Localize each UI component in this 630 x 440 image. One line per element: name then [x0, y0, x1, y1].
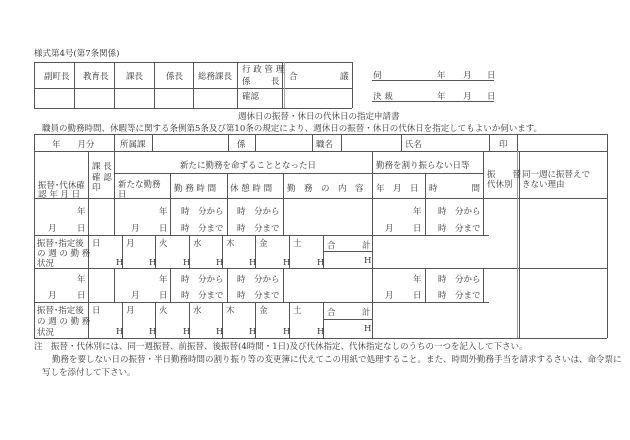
- transfer-type-header-2: 代休別: [487, 180, 513, 190]
- confirm-day: 日: [77, 291, 86, 301]
- break-to: 時 分まで: [237, 224, 280, 234]
- name-field[interactable]: [430, 135, 489, 151]
- confirm-day: 日: [77, 224, 86, 234]
- approval-admin-manager-kakari: 係: [242, 77, 251, 87]
- new-day-day: 日: [159, 291, 168, 301]
- work-content-header: 勤 務 の 内 容: [287, 184, 364, 194]
- break-from: 時 分から: [237, 207, 280, 217]
- total-label-b: 計: [362, 241, 371, 251]
- name-label: 氏名: [405, 140, 423, 150]
- inquiry-year: 年: [437, 71, 446, 81]
- week-status-label-2: の 週 の 勤 務: [37, 249, 91, 259]
- no-work-year: 年: [413, 275, 422, 285]
- new-work-day-header: 新たな勤務: [118, 180, 161, 190]
- day-wed: 水: [193, 306, 202, 316]
- week-status-label-2: の 週 の 勤 務: [37, 317, 91, 327]
- no-work-time-header: 時 間: [429, 184, 481, 194]
- no-work-year: 年: [413, 207, 422, 217]
- day-wed: 水: [193, 239, 202, 249]
- hours-unit: H: [216, 258, 224, 268]
- no-work-day-group-header: 勤務を割り振らない日等: [376, 161, 470, 171]
- approval-section-chief: 課長: [126, 72, 144, 82]
- transfer-type-header: 振 替: [487, 170, 522, 180]
- approval-sign-council[interactable]: [285, 89, 352, 108]
- no-work-from: 時 分から: [438, 275, 481, 285]
- hours-unit: H: [317, 258, 325, 268]
- day-fri: 金: [259, 306, 268, 316]
- seal-field[interactable]: [518, 135, 607, 151]
- hours-unit: H: [249, 258, 257, 268]
- no-work-to: 時 分まで: [438, 224, 481, 234]
- position-field[interactable]: [342, 135, 401, 151]
- approval-council-a: 合: [289, 72, 298, 82]
- no-work-month: 月: [385, 291, 394, 301]
- confirm-year: 年: [77, 207, 86, 217]
- confirm-month: 月: [48, 224, 57, 234]
- section-field[interactable]: [256, 135, 312, 151]
- hours-unit: H: [149, 327, 157, 337]
- hours-unit: H: [364, 256, 372, 266]
- work-to: 時 分まで: [181, 291, 224, 301]
- approval-admin-manager: 行 政 管 理: [242, 65, 285, 75]
- no-work-day: 日: [413, 224, 422, 234]
- chief-seal-header-3: 印: [92, 183, 101, 193]
- new-work-day-group-header: 新たに勤務を命ずることとなった日: [180, 161, 317, 171]
- hours-unit: H: [183, 327, 191, 337]
- work-to: 時 分まで: [181, 224, 224, 234]
- section-label: 係: [237, 140, 246, 150]
- reason-header-2: きない理由: [522, 180, 565, 190]
- confirm-month: 月: [48, 291, 57, 301]
- hours-unit: H: [149, 258, 157, 268]
- week-status-label-3: 状況: [37, 328, 55, 338]
- inquiry-day: 日: [487, 71, 496, 81]
- day-sat: 土: [293, 306, 302, 316]
- approval-sign-education-chief[interactable]: [75, 89, 114, 108]
- hours-unit: H: [249, 327, 257, 337]
- day-tue: 火: [159, 239, 168, 249]
- department-field[interactable]: [153, 135, 228, 151]
- new-day-month: 月: [131, 291, 140, 301]
- week-status-label-3: 状況: [37, 259, 55, 269]
- approval-sign-section-chief[interactable]: [115, 89, 154, 108]
- approval-general-affairs-chief: 総務課長: [198, 72, 233, 82]
- approval-sign-general-affairs[interactable]: [194, 89, 237, 108]
- no-work-day: 日: [413, 291, 422, 301]
- approval-council-b: 議: [340, 72, 349, 82]
- note-3: 写しを添付して下さい。: [42, 368, 136, 378]
- week-status-label: 振替･指定後: [37, 306, 84, 316]
- decision-day: 日: [487, 92, 496, 102]
- department-label: 所属課: [120, 140, 146, 150]
- decision-label: 決 裁: [373, 92, 393, 102]
- day-sat: 土: [293, 239, 302, 249]
- confirm-date-header-2: 認 年 月 日: [38, 190, 81, 200]
- hours-unit: H: [317, 327, 325, 337]
- new-work-day-header-2: 日: [118, 190, 127, 200]
- year-month-label: 年 月分: [52, 140, 95, 150]
- hours-unit: H: [283, 258, 291, 268]
- work-hours-header: 勤 務 時 間: [174, 184, 217, 194]
- hours-unit: H: [116, 258, 124, 268]
- document-title: 週休日の振替・休日の代休日の指定申請書: [238, 112, 400, 122]
- hours-unit: H: [116, 327, 124, 337]
- day-thu: 木: [226, 239, 235, 249]
- approval-sign-vice-mayor[interactable]: [35, 89, 74, 108]
- no-work-to: 時 分まで: [438, 291, 481, 301]
- break-to: 時 分まで: [237, 291, 280, 301]
- break-hours-header: 休 憩 時 間: [230, 184, 273, 194]
- total-label-a: 合: [327, 241, 336, 251]
- chief-seal-header: 課 長: [92, 162, 112, 172]
- new-day-year: 年: [159, 207, 168, 217]
- approval-education-chief: 教育長: [83, 72, 109, 82]
- total-label-b: 計: [362, 308, 371, 318]
- break-from: 時 分から: [237, 275, 280, 285]
- decision-month: 月: [463, 92, 472, 102]
- approval-admin-confirm: 確認: [242, 92, 260, 102]
- note-1: 注 振替・代休別には、同一週振替、前振替、後振替(4時間・1日)及び代休指定、代休指定なしのうちの一つを記入して下さい。: [34, 342, 528, 352]
- day-fri: 金: [259, 239, 268, 249]
- chief-seal-header-2: 確 認: [92, 173, 112, 183]
- position-label: 職名: [316, 140, 334, 150]
- no-work-from: 時 分から: [438, 207, 481, 217]
- inquiry-label: 伺: [373, 71, 382, 81]
- day-thu: 木: [226, 306, 235, 316]
- hours-unit: H: [283, 327, 291, 337]
- day-sun: 日: [92, 239, 101, 249]
- approval-vice-mayor: 副町長: [44, 72, 70, 82]
- total-label-a: 合: [327, 308, 336, 318]
- day-mon: 月: [126, 306, 135, 316]
- approval-subsection-chief: 係長: [166, 72, 184, 82]
- seal-label: 印: [499, 140, 508, 150]
- work-from: 時 分から: [181, 207, 224, 217]
- hours-unit: H: [183, 258, 191, 268]
- day-mon: 月: [126, 239, 135, 249]
- note-2: 勤務を要しない日の振替・半日勤務時間の割り振り等の変更簿に代えてこの用紙で処理すること。また、時間外勤務手当を請求するさいは、命令票に: [52, 355, 622, 365]
- form-number: 様式第4号(第7条関係): [34, 49, 120, 59]
- decision-year: 年: [437, 92, 446, 102]
- reason-header: 同一週に振替えで: [522, 170, 591, 180]
- no-work-month: 月: [385, 224, 394, 234]
- inquiry-month: 月: [463, 71, 472, 81]
- confirm-year: 年: [77, 275, 86, 285]
- new-day-day: 日: [159, 224, 168, 234]
- hours-unit: H: [364, 324, 372, 334]
- day-tue: 火: [159, 306, 168, 316]
- no-work-ymd-header: 年 月 日: [376, 184, 419, 194]
- new-day-month: 月: [131, 224, 140, 234]
- week-status-label: 振替･指定後: [37, 239, 84, 249]
- new-day-year: 年: [159, 275, 168, 285]
- confirm-date-header: 振替･代休確: [38, 181, 85, 191]
- approval-sign-subsection-chief[interactable]: [155, 89, 193, 108]
- day-sun: 日: [92, 306, 101, 316]
- intro-text: 職員の勤務時間、休暇等に関する条例第5条及び第10条の規定により、週休日の振替・休日の代休日を指定してもよいか伺います。: [42, 124, 543, 134]
- work-from: 時 分から: [181, 275, 224, 285]
- hours-unit: H: [216, 327, 224, 337]
- approval-admin-manager-cho: 長: [271, 77, 280, 87]
